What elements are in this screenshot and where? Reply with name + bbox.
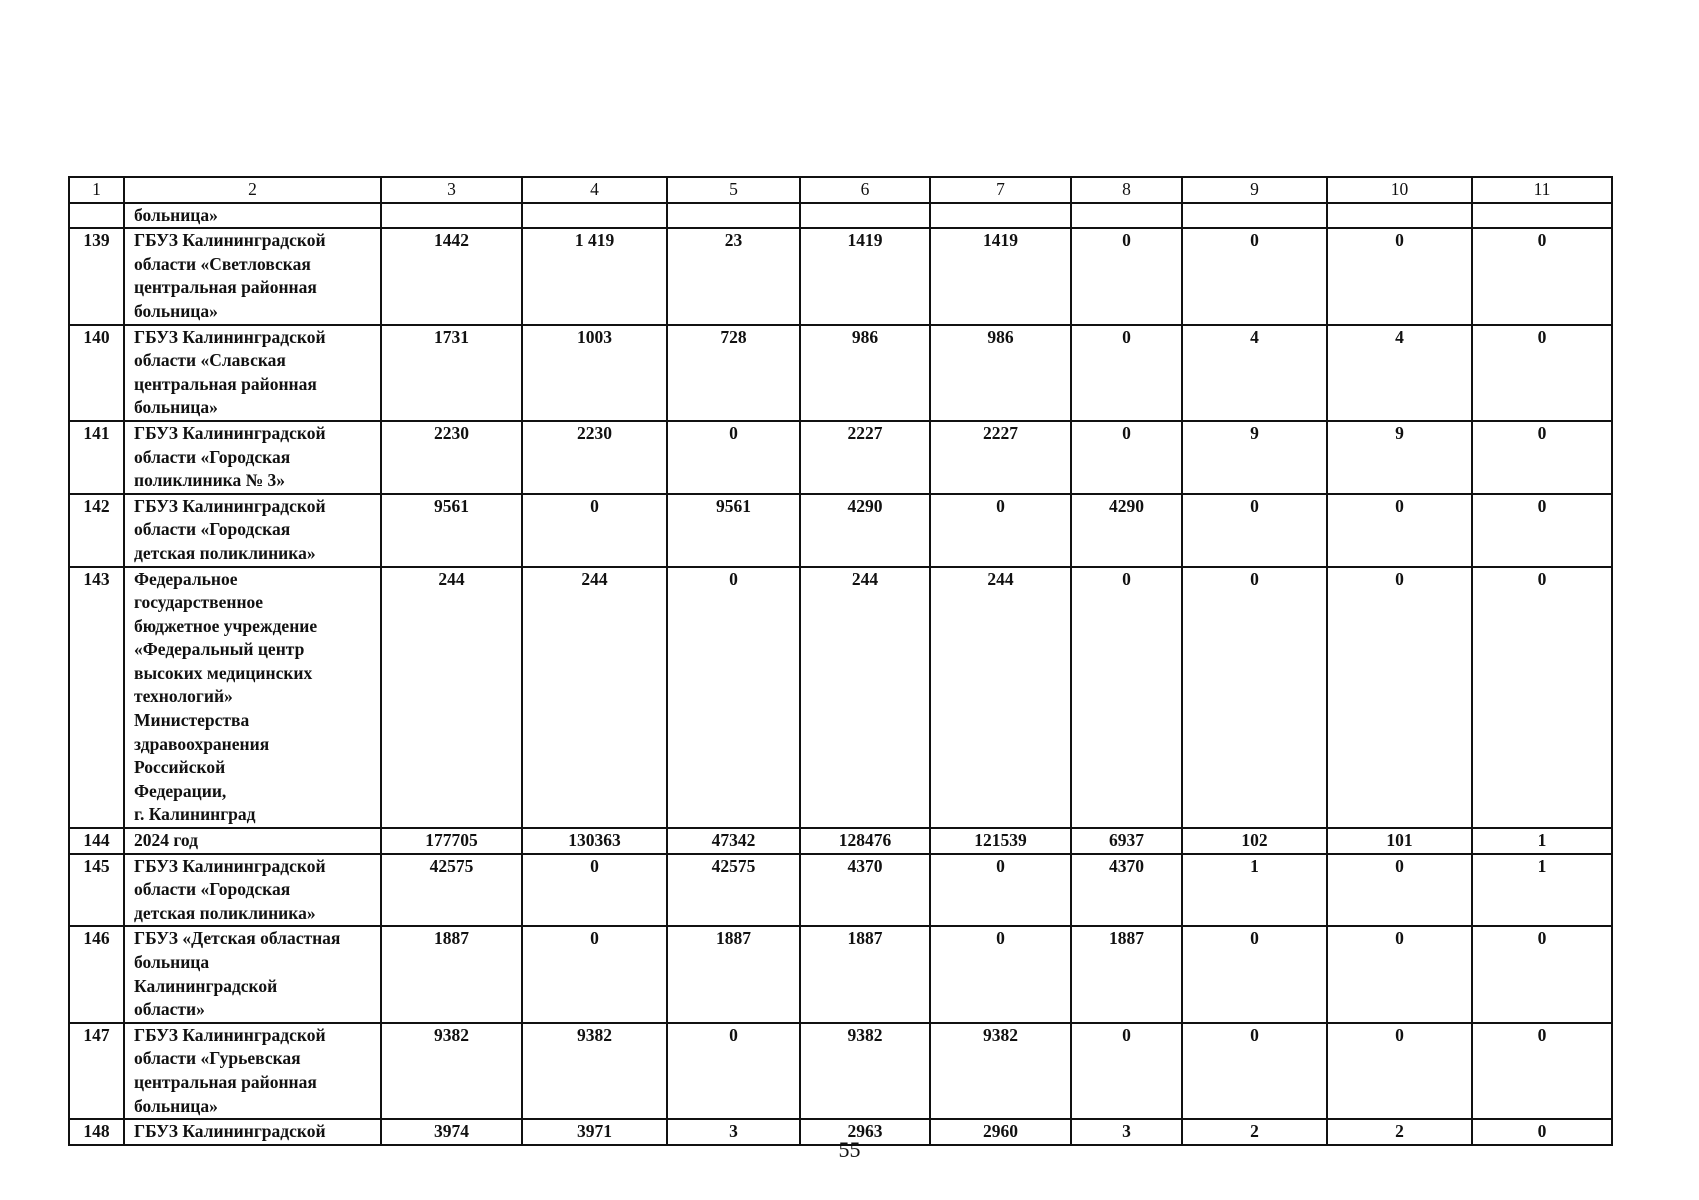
value-cell: 728: [667, 325, 800, 421]
table-row: [69, 567, 1612, 829]
row-number-cell: 139: [69, 228, 124, 324]
value-cell: 1: [1472, 854, 1612, 927]
value-cell: 4: [1327, 325, 1472, 421]
value-cell: 1887: [667, 926, 800, 1022]
value-cell: 0: [1472, 494, 1612, 567]
value-cell: 0: [1472, 421, 1612, 494]
value-cell: 6937: [1071, 828, 1182, 854]
column-number-cell: 10: [1327, 177, 1472, 203]
institution-name-cell: ГБУЗ Калининградской области «Городская детская поликлиника»: [124, 494, 381, 567]
value-cell: 0: [1327, 567, 1472, 829]
table-row: [69, 926, 1612, 1022]
value-cell: 0: [1472, 325, 1612, 421]
value-cell: 0: [1071, 421, 1182, 494]
value-cell: 23: [667, 228, 800, 324]
value-cell: 1887: [381, 926, 522, 1022]
value-cell: [800, 203, 930, 229]
value-cell: 0: [522, 854, 667, 927]
value-cell: 9: [1182, 421, 1327, 494]
value-cell: 9561: [381, 494, 522, 567]
value-cell: 1887: [1071, 926, 1182, 1022]
value-cell: 4290: [800, 494, 930, 567]
value-cell: 0: [667, 567, 800, 829]
row-number-cell: 147: [69, 1023, 124, 1119]
value-cell: 0: [1472, 1119, 1612, 1145]
value-cell: 244: [800, 567, 930, 829]
value-cell: 0: [1071, 1023, 1182, 1119]
institution-name-cell: ГБУЗ Калининградской области «Славская центральная районная больница»: [124, 325, 381, 421]
data-table: [68, 176, 1613, 1146]
value-cell: 0: [1182, 228, 1327, 324]
value-cell: 0: [1472, 567, 1612, 829]
value-cell: 0: [1327, 854, 1472, 927]
value-cell: 2230: [381, 421, 522, 494]
value-cell: [522, 203, 667, 229]
value-cell: 0: [1327, 1023, 1472, 1119]
institution-name-cell: ГБУЗ Калининградской области «Городская детская поликлиника»: [124, 854, 381, 927]
institution-name-cell: 2024 год: [124, 828, 381, 854]
value-cell: [930, 203, 1071, 229]
value-cell: 0: [1071, 228, 1182, 324]
column-number-cell: 9: [1182, 177, 1327, 203]
table-row: [69, 1023, 1612, 1119]
value-cell: 3: [667, 1119, 800, 1145]
value-cell: 4: [1182, 325, 1327, 421]
value-cell: 2: [1182, 1119, 1327, 1145]
value-cell: 0: [1472, 926, 1612, 1022]
value-cell: [1327, 203, 1472, 229]
value-cell: 9: [1327, 421, 1472, 494]
value-cell: 0: [1071, 567, 1182, 829]
value-cell: 0: [1327, 926, 1472, 1022]
institution-name-cell: ГБУЗ Калининградской области «Городская поликлиника № 3»: [124, 421, 381, 494]
institution-name-cell: ГБУЗ Калининградской области «Светловская центральная районная больница»: [124, 228, 381, 324]
value-cell: 3974: [381, 1119, 522, 1145]
column-number-cell: 7: [930, 177, 1071, 203]
table-row: [69, 828, 1612, 854]
value-cell: 244: [930, 567, 1071, 829]
page-number: 55: [838, 1137, 861, 1162]
value-cell: 2: [1327, 1119, 1472, 1145]
column-number-row: [69, 177, 1612, 203]
value-cell: 1: [1182, 854, 1327, 927]
value-cell: 9561: [667, 494, 800, 567]
value-cell: 0: [930, 926, 1071, 1022]
row-number-cell: 141: [69, 421, 124, 494]
value-cell: 121539: [930, 828, 1071, 854]
value-cell: 1419: [930, 228, 1071, 324]
value-cell: 0: [522, 494, 667, 567]
table-row: [69, 494, 1612, 567]
value-cell: 0: [930, 494, 1071, 567]
value-cell: 0: [522, 926, 667, 1022]
value-cell: 42575: [381, 854, 522, 927]
value-cell: 130363: [522, 828, 667, 854]
row-number-cell: 142: [69, 494, 124, 567]
table-row: [69, 325, 1612, 421]
value-cell: 42575: [667, 854, 800, 927]
value-cell: 986: [930, 325, 1071, 421]
value-cell: 4370: [800, 854, 930, 927]
value-cell: 2963: [800, 1119, 930, 1145]
value-cell: 9382: [930, 1023, 1071, 1119]
column-number-cell: 11: [1472, 177, 1612, 203]
row-number-cell: 144: [69, 828, 124, 854]
value-cell: 1003: [522, 325, 667, 421]
value-cell: 0: [667, 421, 800, 494]
column-number-cell: 1: [69, 177, 124, 203]
row-number-cell: 145: [69, 854, 124, 927]
row-number-cell: 148: [69, 1119, 124, 1145]
value-cell: 3971: [522, 1119, 667, 1145]
table-row: [69, 421, 1612, 494]
column-number-cell: 4: [522, 177, 667, 203]
value-cell: 0: [1182, 567, 1327, 829]
value-cell: 128476: [800, 828, 930, 854]
value-cell: [1472, 203, 1612, 229]
row-number-cell: 140: [69, 325, 124, 421]
row-number-cell: 146: [69, 926, 124, 1022]
institution-name-cell: ГБУЗ Калининградской области «Гурьевская центральная районная больница»: [124, 1023, 381, 1119]
value-cell: 3: [1071, 1119, 1182, 1145]
column-number-cell: 2: [124, 177, 381, 203]
value-cell: 2227: [800, 421, 930, 494]
value-cell: 102: [1182, 828, 1327, 854]
value-cell: 4370: [1071, 854, 1182, 927]
table-row: [69, 203, 1612, 229]
value-cell: 1 419: [522, 228, 667, 324]
value-cell: 0: [1182, 1023, 1327, 1119]
table-row: [69, 854, 1612, 927]
value-cell: 0: [667, 1023, 800, 1119]
value-cell: 1442: [381, 228, 522, 324]
value-cell: 1887: [800, 926, 930, 1022]
value-cell: 9382: [522, 1023, 667, 1119]
value-cell: 1: [1472, 828, 1612, 854]
institution-name-cell: Федеральное государственное бюджетное учреждение «Федеральный центр высоких медицинских технологий» Министерства здравоохранения Российской Федерации, г. Калининград: [124, 567, 381, 829]
value-cell: 4290: [1071, 494, 1182, 567]
value-cell: 101: [1327, 828, 1472, 854]
value-cell: 2227: [930, 421, 1071, 494]
table-row: [69, 228, 1612, 324]
institution-name-cell: ГБУЗ Калининградской: [124, 1119, 381, 1145]
value-cell: 0: [1182, 926, 1327, 1022]
value-cell: 2230: [522, 421, 667, 494]
value-cell: 986: [800, 325, 930, 421]
value-cell: [667, 203, 800, 229]
value-cell: [1182, 203, 1327, 229]
column-number-cell: 6: [800, 177, 930, 203]
value-cell: 9382: [800, 1023, 930, 1119]
value-cell: 9382: [381, 1023, 522, 1119]
value-cell: [1071, 203, 1182, 229]
row-number-cell: 143: [69, 567, 124, 829]
value-cell: 0: [1327, 494, 1472, 567]
column-number-cell: 3: [381, 177, 522, 203]
value-cell: 177705: [381, 828, 522, 854]
column-number-cell: 5: [667, 177, 800, 203]
value-cell: [381, 203, 522, 229]
value-cell: 1419: [800, 228, 930, 324]
value-cell: 47342: [667, 828, 800, 854]
value-cell: 244: [522, 567, 667, 829]
row-number-cell: [69, 203, 124, 229]
institution-name-cell: больница»: [124, 203, 381, 229]
value-cell: 244: [381, 567, 522, 829]
value-cell: 1731: [381, 325, 522, 421]
value-cell: 0: [1472, 1023, 1612, 1119]
value-cell: 0: [1071, 325, 1182, 421]
institution-name-cell: ГБУЗ «Детская областная больница Калининградской области»: [124, 926, 381, 1022]
value-cell: 2960: [930, 1119, 1071, 1145]
column-number-cell: 8: [1071, 177, 1182, 203]
value-cell: 0: [1182, 494, 1327, 567]
value-cell: 0: [930, 854, 1071, 927]
value-cell: 0: [1472, 228, 1612, 324]
value-cell: 0: [1327, 228, 1472, 324]
